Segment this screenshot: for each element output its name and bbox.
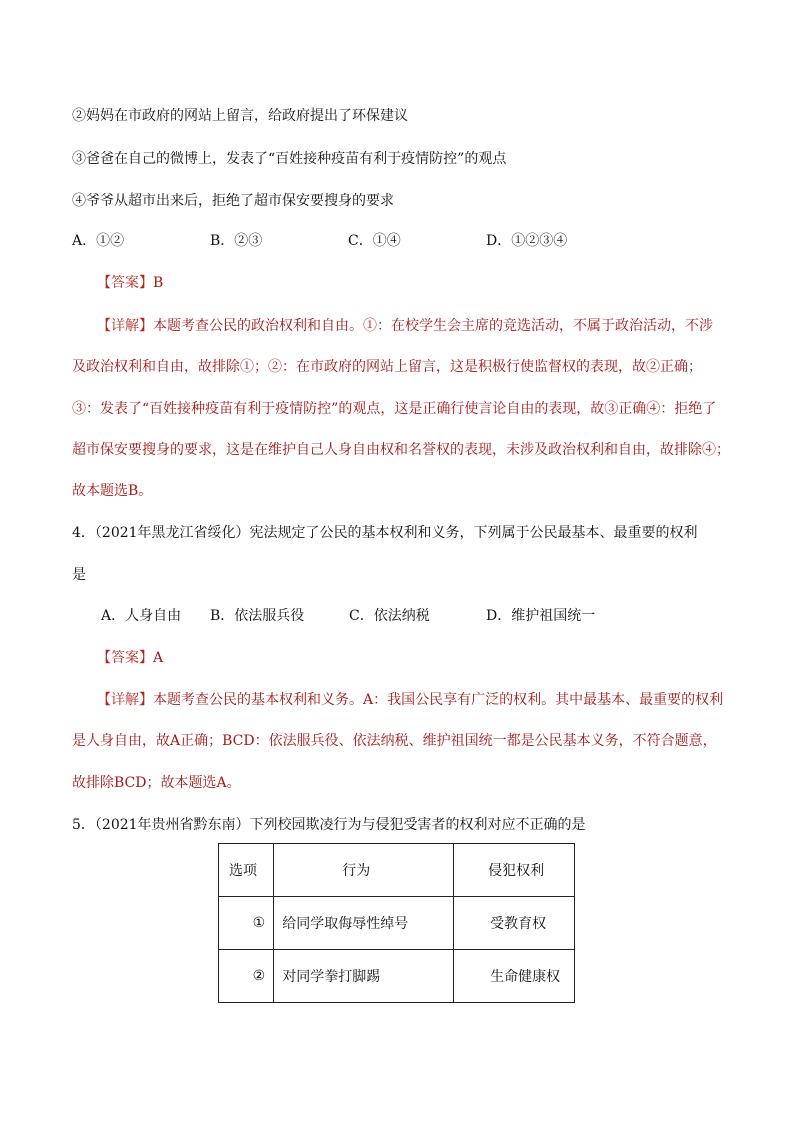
answer-label: 【答案】 (97, 650, 153, 666)
table-cell (454, 950, 575, 1003)
question-3-detail-line-2: 及政治权利和自由，故排除①；②：在市政府的网站上留言，这是积极行使监督权的表现，故②正确； (72, 359, 702, 375)
question-3-option-a: A．①② (72, 233, 125, 249)
table-cell (274, 897, 454, 950)
table-cell (454, 897, 575, 950)
detail-text: 本题考查公民的基本权利和义务。A：我国公民享有广泛的权利。其中最基本、最重要的权利 (153, 692, 724, 708)
question-3-detail-line-1 (72, 316, 713, 336)
table-header-cell (454, 844, 575, 897)
table-cell (219, 897, 274, 950)
table-row (219, 950, 575, 1003)
question-4-stem-line-2: 是 (72, 567, 86, 583)
question-3-detail-line-4: 超市保安要搜身的要求，这是在维护自己人身自由权和名誉权的表现，未涉及政治权利和自由，故排除④； (72, 442, 730, 458)
question-4-option-a: A．人身自由 (101, 608, 182, 624)
table-header-cell (219, 844, 274, 897)
question-3-item-4: ④爷爷从超市出来后，拒绝了超市保安要搜身的要求 (72, 193, 394, 209)
cell-option: ① (252, 915, 266, 931)
table-header-row (219, 844, 575, 897)
answer-label: 【答案】 (97, 275, 153, 291)
question-4-stem-line-1: 4．（2021年黑龙江省绥化）宪法规定了公民的基本权利和义务，下列属于公民最基本、最重要的权利 (72, 525, 698, 541)
question-3-option-c: C．①④ (348, 233, 401, 249)
detail-label: 【详解】 (97, 692, 153, 708)
question-3-item-3: ③爸爸在自己的微博上，发表了“百姓接种疫苗有利于疫情防控”的观点 (72, 151, 507, 167)
header-right: 侵犯权利 (488, 863, 545, 879)
table-cell (274, 950, 454, 1003)
question-3-detail-line-5: 故本题选B。 (72, 483, 153, 499)
question-4-option-c: C．依法纳税 (349, 608, 430, 624)
cell-option: ② (252, 968, 266, 984)
cell-right: 受教育权 (490, 916, 547, 932)
question-3-item-2: ②妈妈在市政府的网站上留言，给政府提出了环保建议 (72, 108, 408, 124)
question-4-detail-line-1 (72, 690, 723, 710)
detail-text: 本题考查公民的政治权利和自由。①：在校学生会主席的竞选活动，不属于政治活动，不涉 (153, 318, 713, 334)
question-3-option-d: D．①②③④ (486, 233, 568, 249)
table-row (219, 897, 575, 950)
question-5-stem: 5．（2021年贵州省黔东南）下列校园欺凌行为与侵犯受害者的权利对应不正确的是 (72, 817, 586, 833)
question-4-option-d: D．维护祖国统一 (486, 608, 596, 624)
header-option: 选项 (229, 863, 257, 879)
answer-value: B (153, 275, 164, 291)
cell-right: 生命健康权 (490, 969, 561, 985)
question-4-detail-line-2: 是人身自由，故A正确；BCD：依法服兵役、依法纳税、维护祖国统一都是公民基本义务，不符合题意， (72, 733, 717, 749)
question-3-answer (97, 273, 163, 293)
cell-behavior: 对同学拳打脚踢 (282, 969, 381, 985)
table-cell (219, 950, 274, 1003)
header-behavior: 行为 (342, 863, 371, 879)
detail-label: 【详解】 (97, 318, 153, 334)
question-4-answer (97, 648, 163, 668)
cell-behavior: 给同学取侮辱性绰号 (282, 916, 409, 932)
question-4-detail-line-3: 故排除BCD；故本题选A。 (72, 775, 241, 791)
question-4-option-b: B．依法服兵役 (210, 608, 305, 624)
table-header-cell (274, 844, 454, 897)
question-5-table (218, 843, 575, 1003)
answer-value: A (153, 650, 164, 666)
question-3-detail-line-3: ③：发表了“百姓接种疫苗有利于疫情防控”的观点，这是正确行使言论自由的表现，故③正确④：拒绝了 (72, 401, 717, 417)
question-3-option-b: B．②③ (210, 233, 263, 249)
